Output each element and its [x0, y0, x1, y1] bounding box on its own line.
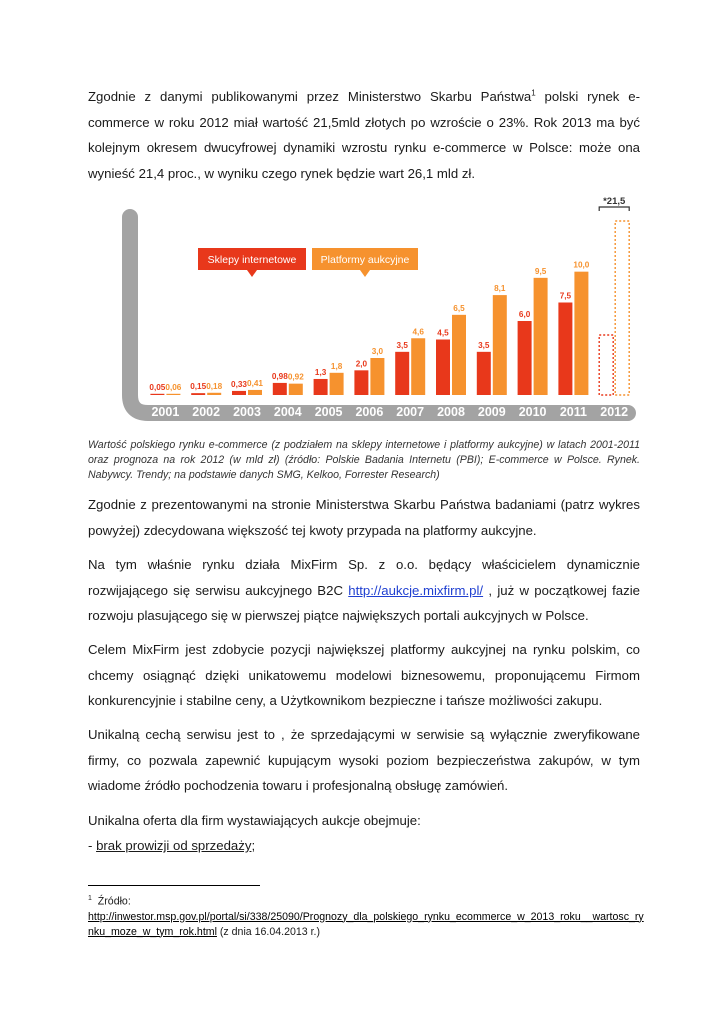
data-label: 4,6	[412, 327, 424, 337]
bar-auctions	[289, 384, 303, 395]
bar-auctions	[493, 295, 507, 395]
x-tick-label: 2002	[192, 405, 221, 419]
bar-auctions	[330, 373, 344, 395]
x-tick-label: 2006	[355, 405, 384, 419]
list-bullet: -	[88, 838, 97, 853]
x-tick-label: 2003	[233, 405, 261, 419]
bar-auctions	[534, 278, 548, 395]
bar-auctions	[248, 390, 262, 395]
bar-shops	[436, 340, 450, 396]
data-label: 2,0	[355, 359, 368, 369]
data-label: 0,33	[231, 379, 247, 389]
x-tick-label: 2008	[437, 405, 465, 419]
data-label: 0,92	[287, 372, 304, 382]
auction-site-link[interactable]: http://aukcje.mixfirm.pl/	[348, 582, 484, 598]
x-tick-label: 2010	[518, 405, 547, 419]
data-label: 6,5	[453, 303, 465, 313]
data-label: 4,5	[437, 328, 449, 338]
paragraph-ministry: Zgodnie z prezentowanymi na stronie Ministerstwa Skarbu Państwa badaniami (patrz wykres powyżej) zdecydowana większość tej kwoty przypada na platformy aukcyjne.	[88, 497, 640, 538]
data-label: 0,98	[271, 371, 288, 381]
chart-caption: Wartość polskiego rynku e-commerce (z podziałem na sklepy internetowe i platformy aukcyjne) w latach 2001-2011 oraz prognoza na rok 2012 (w mld zł) (źródło: Polskie Badania Internetu (PBI); E-commerce w Polsce. Rynek. Nabywcy. Trendy; na podstawie danych SMG, Kelkoo, Forrester Research)	[88, 439, 640, 481]
bar-auctions	[574, 272, 588, 395]
bar-shops	[232, 391, 246, 395]
list-item-suffix: ;	[251, 838, 256, 853]
data-label: 7,5	[559, 291, 572, 301]
intro-text: Zgodnie z danymi publikowanymi przez Ministerstwo Skarbu Państwa	[88, 89, 532, 104]
legend-label: Sklepy internetowe	[207, 254, 297, 266]
footnote	[88, 891, 648, 940]
x-tick-label: 2001	[151, 405, 180, 419]
paragraph-mixfirm	[88, 552, 640, 629]
data-label: 3,5	[396, 340, 408, 350]
bar-auctions	[166, 394, 180, 395]
bar-shops	[518, 321, 532, 395]
footnote-date: (z dnia 16.04.2013 r.)	[216, 925, 321, 938]
footnote-label: Źródło:	[97, 895, 131, 908]
legend-label: Platformy aukcyjne	[320, 254, 410, 266]
footnote-url-link[interactable]: http://inwestor.msp.gov.pl/portal/si/338/25090/Prognozy_dla_polskiego_rynku_ecommerce_w_2013_roku__wartosc_rynku_moze_w_tym_rok.html	[88, 910, 644, 938]
bar-shops	[558, 303, 572, 396]
footnote-divider	[88, 885, 260, 886]
list-item-text: brak prowizji od sprzedaży	[96, 838, 252, 853]
data-label: 0,18	[206, 381, 223, 391]
paragraph-unique-feature: Unikalną cechą serwisu jest to , że sprzedającymi w serwisie są wyłącznie zweryfikowane firmy, co pozwala zapewnić kupującym wysoki poziom bezpieczeństwa zakupów, w tym wiadome źródło pochodzenia towaru i profesjonalną obsługę zamówień.	[88, 727, 640, 793]
data-label: 0,06	[165, 382, 182, 392]
bar-auctions	[411, 338, 425, 395]
forecast-bracket	[599, 207, 629, 211]
ecommerce-bar-chart	[88, 195, 640, 430]
mixfirm-text: Na tym właśnie rynku działa MixFirm Sp. z o.o. będący właścicielem dynamicznie rozwijającego się serwisu aukcyjnego B2C	[88, 557, 640, 598]
bar-shops	[273, 383, 287, 395]
intro-text-cont: polski rynek e-commerce w roku 2012 miał wartość 21,5mld złotych po wzroście o 23%. Rok 2013 ma być kolejnym okresem dwucyfrowej dynamiki wzrostu rynku e-commerce w Polsce: może ona wynieść 21,4 proc., w wyniku czego rynek będzie wart 26,1 mld zł.	[88, 89, 640, 181]
data-label: 1,3	[314, 367, 327, 377]
bar-shops	[477, 352, 491, 395]
footnote-ref[interactable]: 1	[531, 88, 536, 98]
data-label: 3,0	[371, 347, 384, 356]
bar-auctions	[452, 315, 466, 395]
x-tick-label: 2004	[273, 405, 302, 419]
data-label: 6,0	[518, 310, 531, 319]
data-label: 0,05	[149, 382, 166, 392]
x-tick-label: 2009	[477, 405, 506, 419]
forecast-bar-auctions	[615, 221, 629, 395]
bar-shops	[191, 393, 205, 395]
bar-shops	[395, 352, 409, 395]
intro-paragraph	[88, 84, 640, 186]
bar-shops	[354, 370, 368, 395]
x-tick-label: 2005	[314, 405, 343, 419]
legend-pointer	[247, 270, 257, 277]
data-label: 0,15	[190, 382, 207, 392]
paragraph-goal: Celem MixFirm jest zdobycie pozycji największej platformy aukcyjnej na rynku polskim, co chcemy osiągnąć dzięki unikatowemu modelowi biznesowemu, proponującemu Firmom konkurencyjnie i stabilne ceny, a Użytkownikom bezpieczne i tańsze możliwości zakupu.	[88, 642, 640, 708]
forecast-label: *21,5	[603, 196, 626, 207]
offer-list-item	[88, 833, 640, 859]
data-label: 1,8	[330, 361, 343, 371]
legend-pointer	[360, 270, 370, 277]
x-tick-label: 2011	[559, 405, 587, 419]
footnote-mark: 1	[88, 895, 92, 902]
bar-shops	[150, 394, 164, 395]
x-tick-label: 2012	[600, 405, 629, 419]
paragraph-offer-intro: Unikalna oferta dla firm wystawiających aukcje obejmuje:	[88, 813, 421, 828]
data-label: 9,5	[534, 266, 547, 276]
data-label: 3,5	[478, 340, 490, 350]
x-tick-label: 2007	[396, 405, 425, 419]
bar-shops	[314, 379, 328, 395]
forecast-bar-shops	[599, 335, 613, 395]
data-label: 0,41	[247, 378, 263, 388]
bar-auctions	[370, 358, 384, 395]
mixfirm-text-cont: , już w początkowej fazie rozwoju plasującego się w pierwszej piątce największych portali aukcyjnych w Polsce.	[88, 582, 640, 623]
bar-auctions	[207, 393, 221, 395]
data-label: 8,1	[494, 284, 506, 294]
data-label: 10,0	[573, 260, 590, 270]
